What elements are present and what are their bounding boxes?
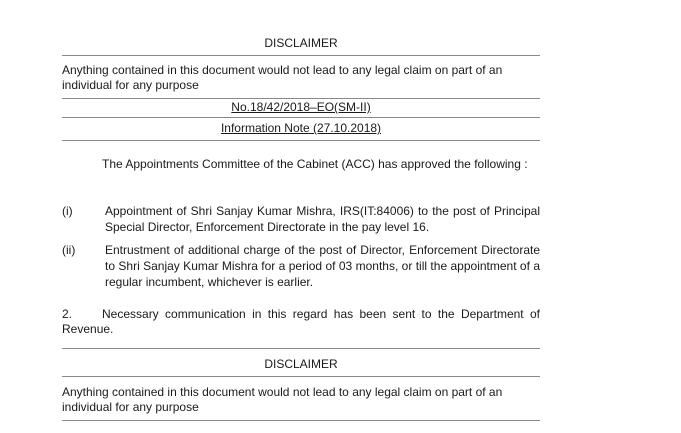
disclaimer-text-bottom: Anything contained in this document would not lead to any legal claim on part of an individual for any purpose — [62, 385, 503, 414]
paragraph-text: Necessary communication in this regard has been sent to the Department of Revenue. — [62, 307, 540, 336]
divider — [62, 98, 540, 99]
paragraph-number: 2. — [62, 307, 73, 321]
item-marker: (i) — [62, 204, 73, 218]
divider — [62, 140, 540, 141]
divider — [62, 376, 540, 377]
paragraph-2 — [62, 307, 540, 337]
divider — [62, 55, 540, 56]
divider — [62, 420, 540, 421]
intro-paragraph: The Appointments Committee of the Cabinet (ACC) has approved the following : — [102, 157, 528, 171]
disclaimer-text-top: Anything contained in this document would not lead to any legal claim on part of an individual for any purpose — [62, 63, 503, 92]
item-text: Entrustment of additional charge of the post of Director, Enforcement Directorate to Shri Sanjay Kumar Mishra for a period of 03 months, or till the appointment of a regular incumbent, whichever is earlier. — [105, 243, 540, 289]
divider — [62, 117, 540, 118]
disclaimer-heading-top: DISCLAIMER — [264, 36, 338, 50]
item-text: Appointment of Shri Sanjay Kumar Mishra, IRS(IT:84006) to the post of Principal Special Director, Enforcement Directorate in the pay level 16. — [105, 204, 540, 234]
divider — [62, 348, 540, 349]
item-marker: (ii) — [62, 243, 76, 257]
note-title: Information Note (27.10.2018) — [220, 121, 382, 135]
reference-number: No.18/42/2018–EO(SM-II) — [231, 100, 371, 114]
disclaimer-heading-bottom: DISCLAIMER — [264, 357, 338, 371]
